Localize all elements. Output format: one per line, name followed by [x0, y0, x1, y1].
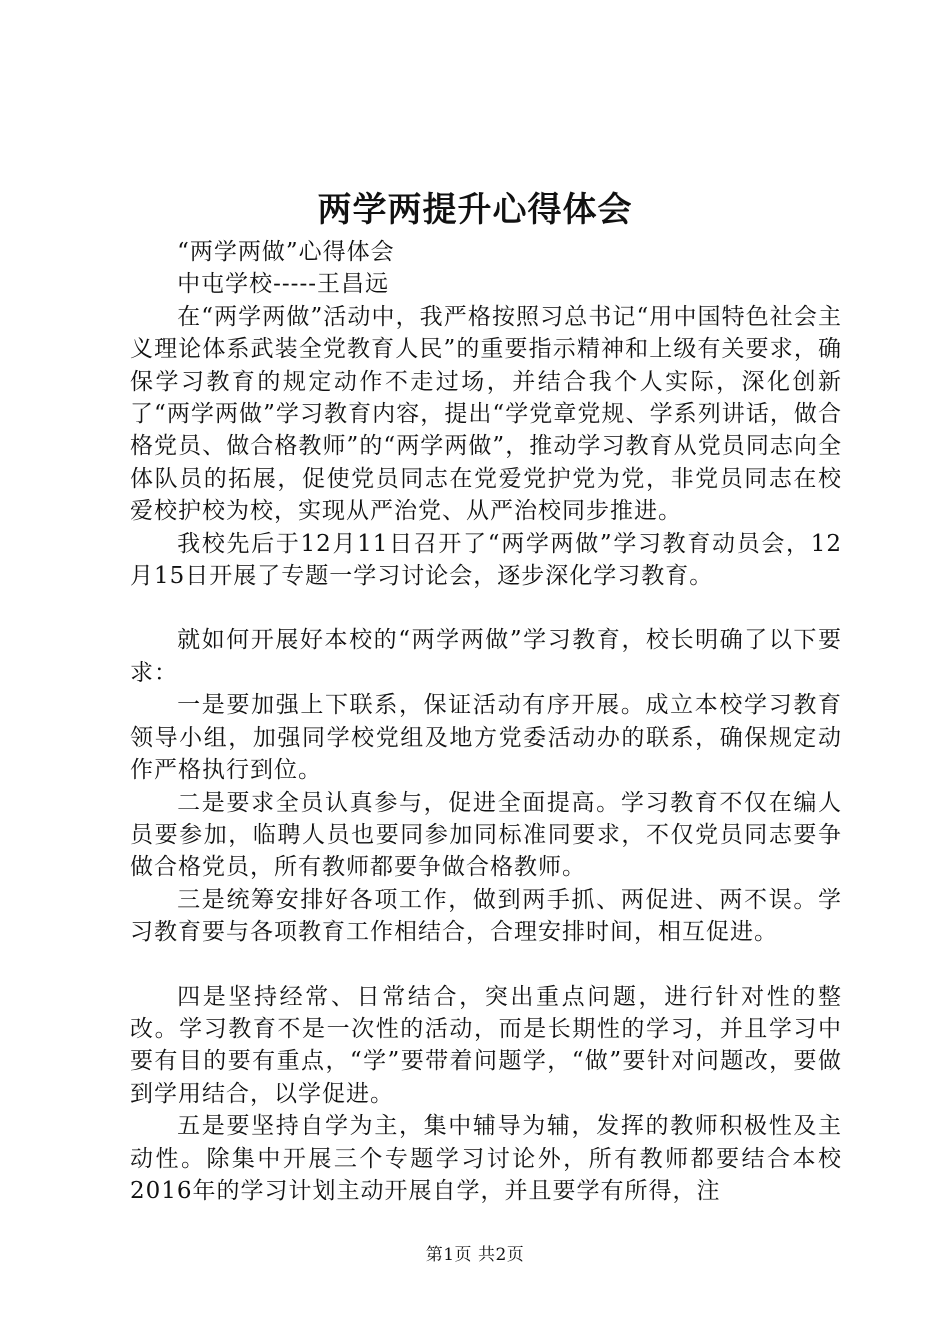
body-paragraph: 就如何开展好本校的“两学两做”学习教育，校长明确了以下要求：: [130, 627, 842, 686]
body-paragraph: 四是坚持经常、日常结合，突出重点问题，进行针对性的整改。学习教育不是一次性的活动，而是长期性的学习，并且学习中要有目的要有重点，“学”要带着问题学，“做”要针对问题改，要做到学用结合，以学促进。: [130, 983, 842, 1107]
document-body: [130, 236, 842, 1207]
body-paragraph: 二是要求全员认真参与，促进全面提高。学习教育不仅在编人员要参加，临聘人员也要同参加同标准同要求，不仅党员同志要争做合格党员，所有教师都要争做合格教师。: [130, 789, 842, 881]
subtitle-paragraph: “两学两做”心得体会: [177, 239, 395, 265]
body-paragraph: 五是要坚持自学为主，集中辅导为辅，发挥的教师积极性及主动性。除集中开展三个专题学习讨论外，所有教师都要结合本校2016年的学习计划主动开展自学，并且要学有所得，注: [130, 1113, 842, 1204]
body-paragraph: 三是统筹安排好各项工作，做到两手抓、两促进、两不误。学习教育要与各项教育工作相结合，合理安排时间，相互促进。: [130, 886, 842, 946]
body-paragraph: 我校先后于12月11日召开了“两学两做”学习教育动员会，12月15日开展了专题一学习讨论会，逐步深化学习教育。: [130, 530, 842, 590]
author-line: 中屯学校-----王昌远: [177, 271, 389, 298]
body-paragraph: 一是要加强上下联系，保证活动有序开展。成立本校学习教育领导小组，加强同学校党组及地方党委活动办的联系，确保规定动作严格执行到位。: [130, 692, 842, 784]
page-number-footer: 第1页 共2页: [425, 1245, 525, 1265]
document-title: 两学两提升心得体会: [317, 190, 633, 230]
body-paragraph: 在“两学两做”活动中，我严格按照习总书记“用中国特色社会主义理论体系武装全党教育人民”的重要指示精神和上级有关要求，确保学习教育的规定动作不走过场，并结合我个人实际，深化创新了“两学两做”学习教育内容，提出“学党章党规、学系列讲话，做合格党员、做合格教师”的“两学两做”，推动学习教育从党员同志向全体队员的拓展，促使党员同志在党爱党护党为党，非党员同志在校爱校护校为校，实现从严治党、从严治校同步推进。: [130, 303, 842, 525]
